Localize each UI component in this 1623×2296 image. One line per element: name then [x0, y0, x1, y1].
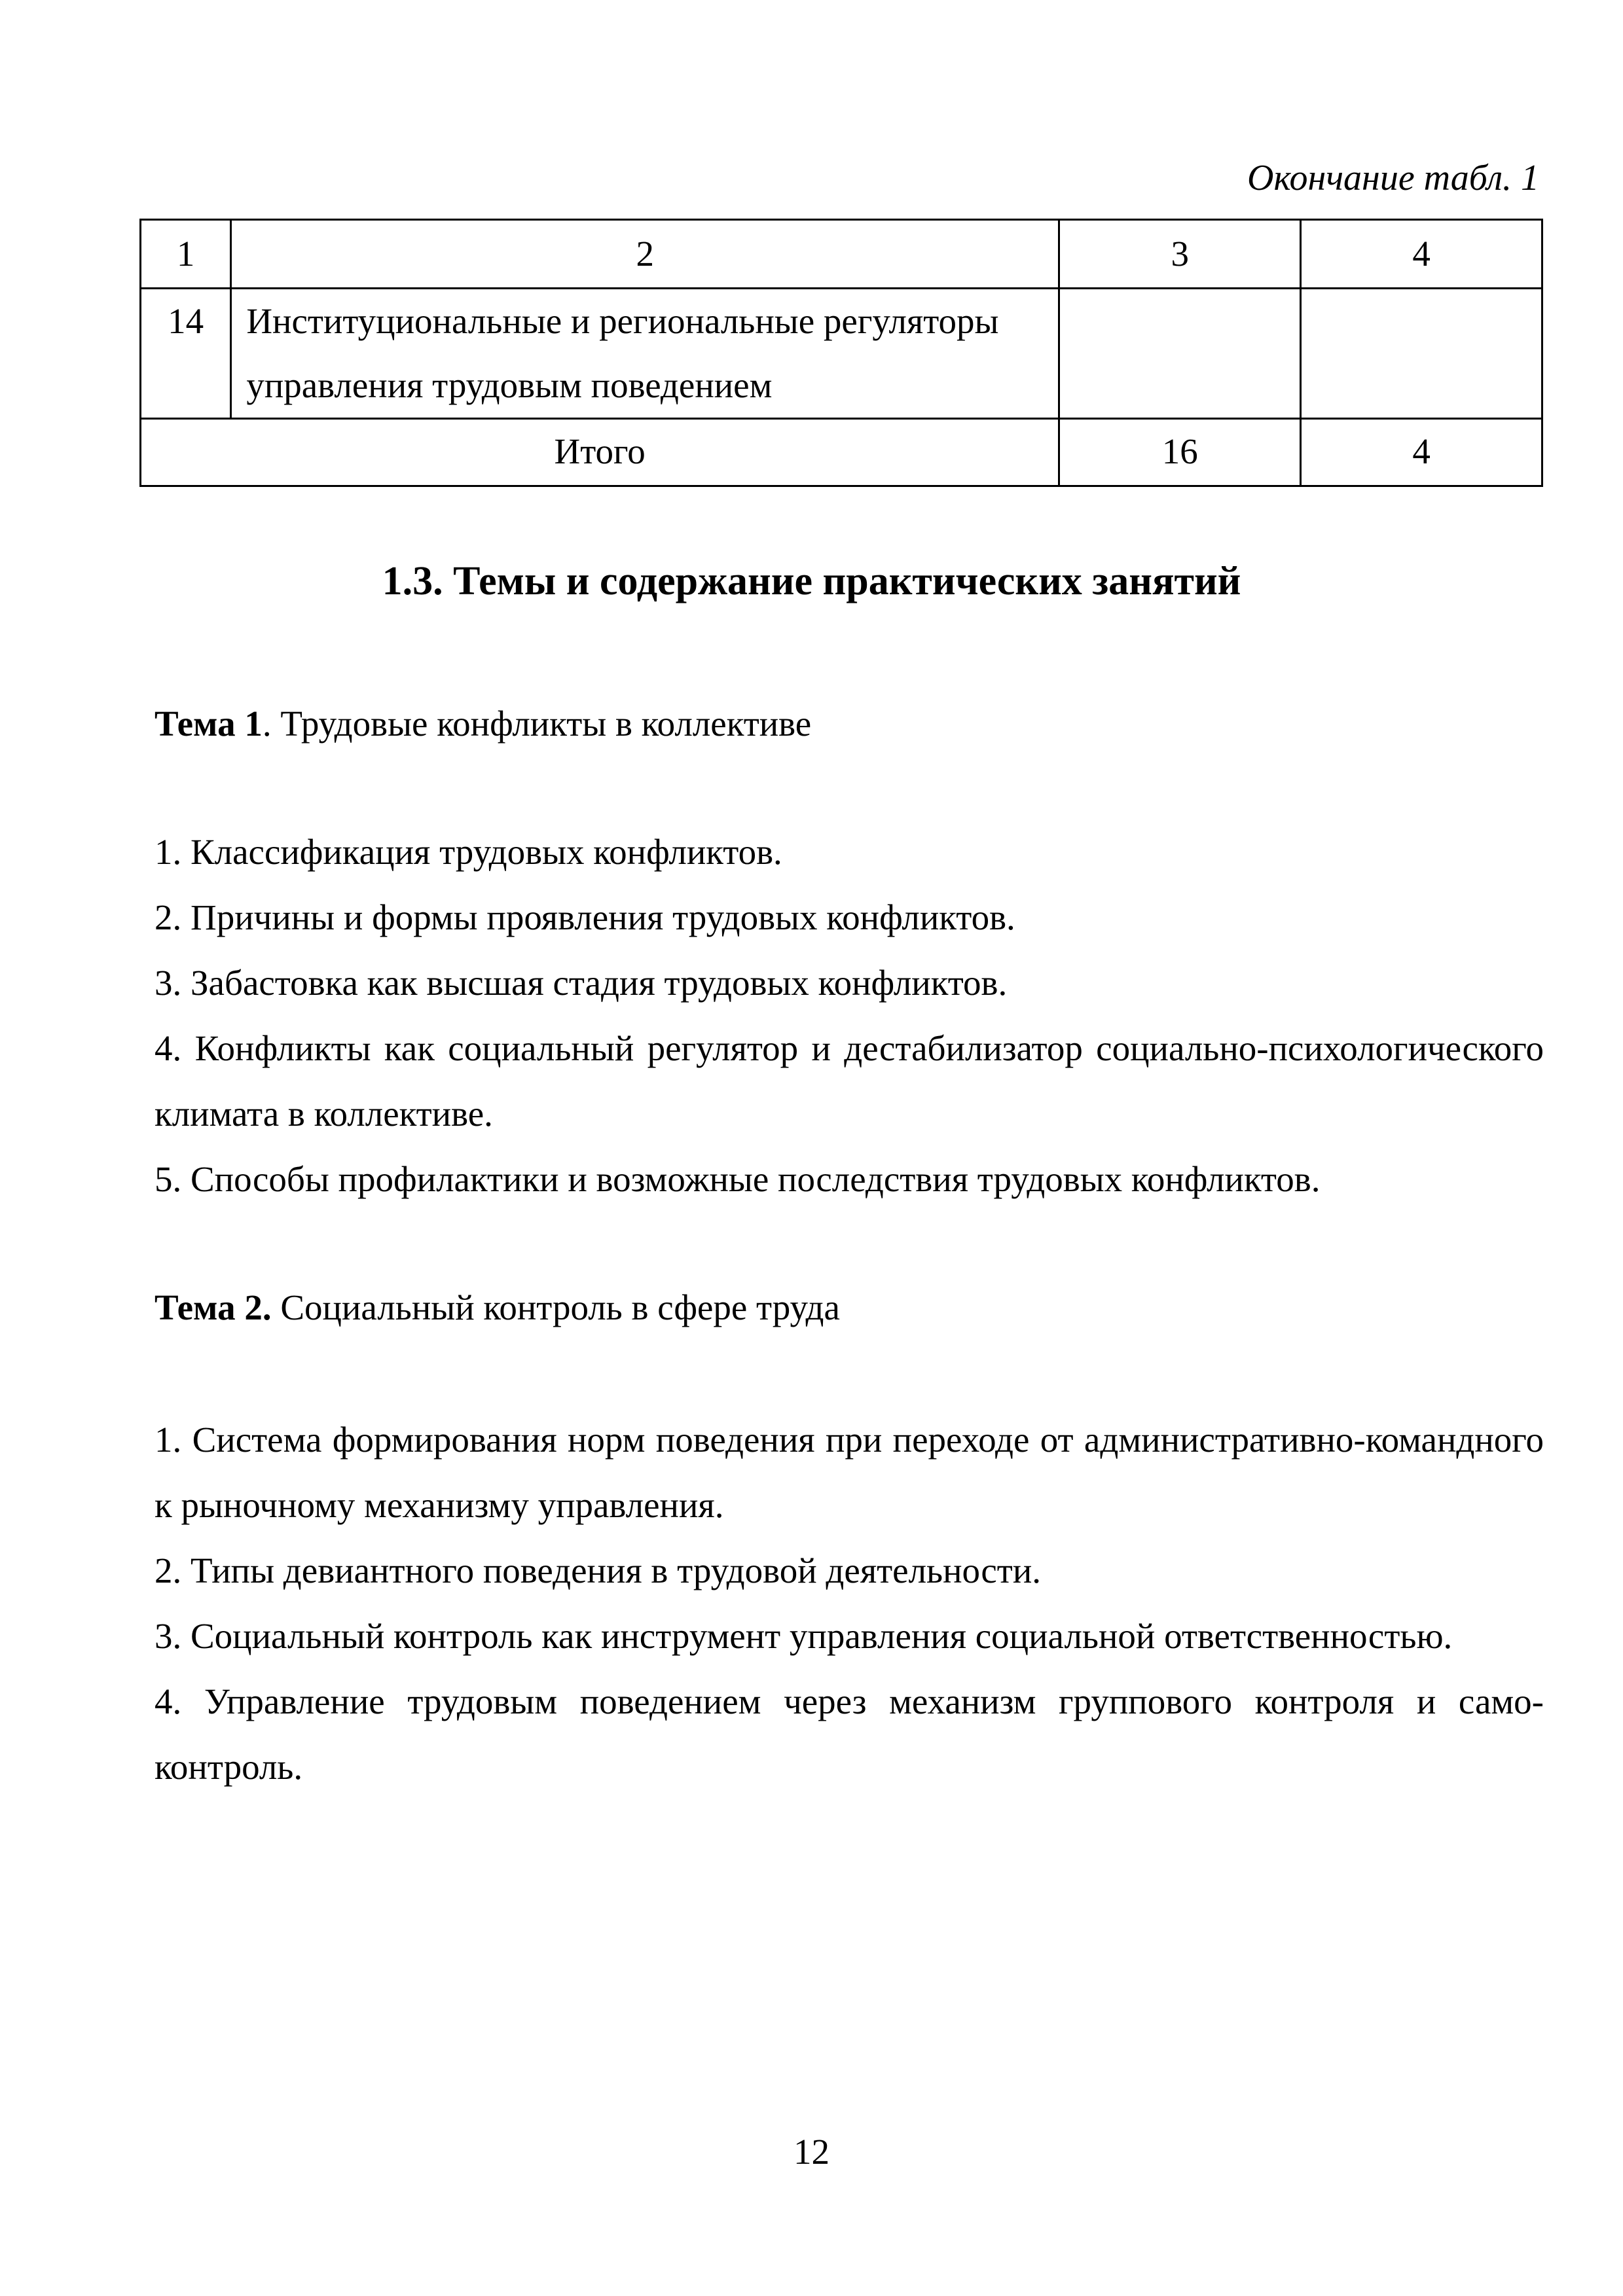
- table-row: [141, 289, 1542, 419]
- total-label-cell: Итого: [141, 419, 1059, 486]
- topic-1-label: Тема 1: [155, 704, 263, 744]
- list-item: 4. Конфликты как социальный регулятор и дестабилизатор социально-психологического климата в коллективе.: [155, 1028, 1544, 1134]
- topic-2-label: Тема 2.: [155, 1287, 272, 1327]
- row-topic-cell: Институциональные и региональные регуляторы управления трудовым поведением: [231, 289, 1059, 419]
- topic-1-block: [155, 691, 1544, 757]
- section-heading: 1.3. Темы и содержание практических занятий: [382, 559, 1241, 603]
- row-col3-cell: [1059, 289, 1301, 419]
- table-header-cell: 1: [141, 220, 231, 289]
- row-col4-cell: [1301, 289, 1542, 419]
- table-header-cell: 2: [231, 220, 1059, 289]
- list-item: 3. Социальный контроль как инструмент управления социальной ответственностью.: [155, 1616, 1453, 1656]
- total-col4-cell: 4: [1301, 419, 1542, 486]
- topic-1-title: [155, 691, 1544, 757]
- topic-2-title: [155, 1275, 1544, 1340]
- topic-1-name: . Трудовые конфликты в коллективе: [262, 704, 812, 744]
- page-number: 12: [793, 2132, 830, 2172]
- table-header-cell: 3: [1059, 220, 1301, 289]
- list-item: 1. Система формирования норм поведения при переходе от административно-командного к рыночному механизму управления.: [155, 1420, 1544, 1525]
- topic-2-list: [155, 1407, 1544, 1800]
- topic-2-block: [155, 1275, 1544, 1340]
- list-item: 4. Управление трудовым поведением через механизм группового контроля и само-контроль.: [155, 1681, 1544, 1787]
- row-number-cell: 14: [141, 289, 231, 419]
- list-item: 2. Причины и формы проявления трудовых конфликтов.: [155, 897, 1015, 937]
- topic-2-name: Социальный контроль в сфере труда: [271, 1287, 840, 1327]
- list-item: 5. Способы профилактики и возможные последствия трудовых конфликтов.: [155, 1159, 1321, 1199]
- table-header-cell: 4: [1301, 220, 1542, 289]
- hours-table: [139, 219, 1543, 487]
- table-caption: Окончание табл. 1: [1247, 158, 1539, 198]
- total-col3-cell: 16: [1059, 419, 1301, 486]
- list-item: 1. Классификация трудовых конфликтов.: [155, 832, 782, 872]
- table-total-row: [141, 419, 1542, 486]
- topic-1-list: [155, 819, 1544, 1212]
- list-item: 3. Забастовка как высшая стадия трудовых конфликтов.: [155, 963, 1008, 1003]
- list-item: 2. Типы девиантного поведения в трудовой деятельности.: [155, 1551, 1042, 1590]
- table-header-row: [141, 220, 1542, 289]
